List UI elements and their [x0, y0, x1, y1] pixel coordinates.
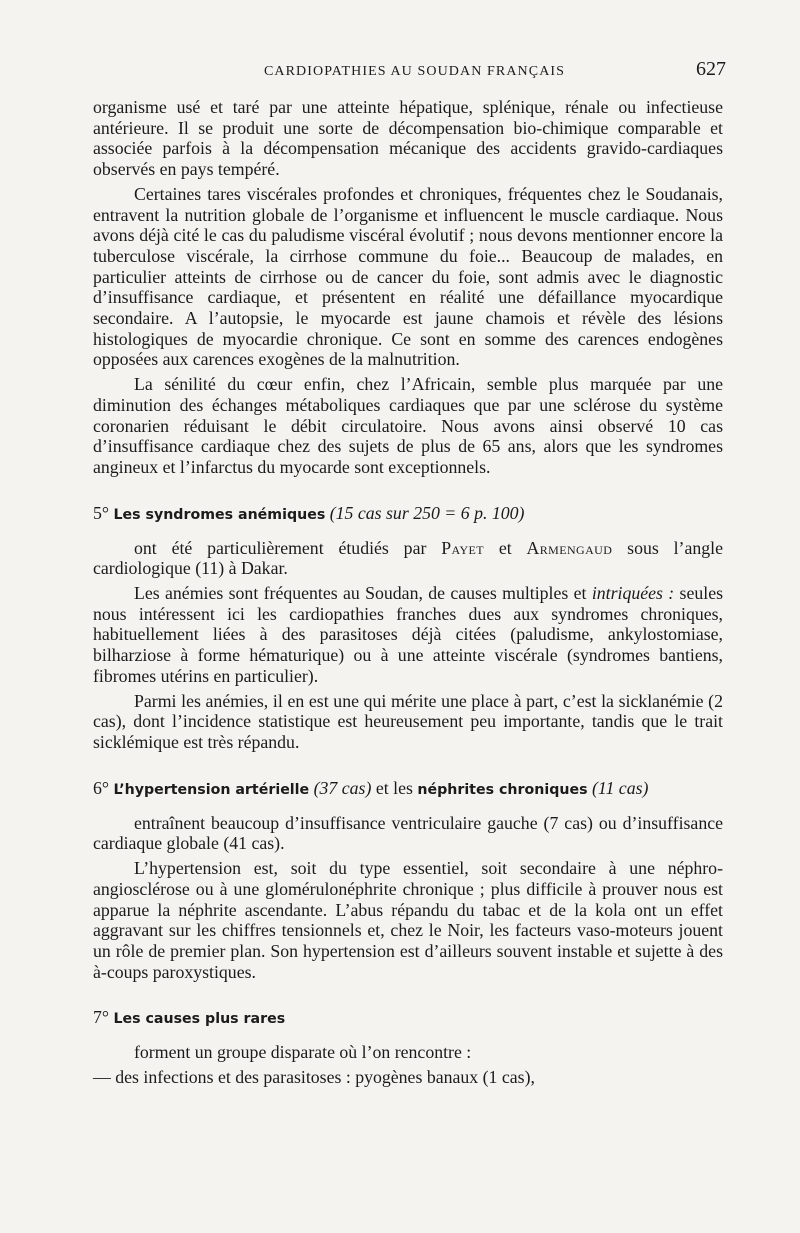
paragraph-hypertension: L’hypertension est, soit du type essentiel, soit secondaire à une néphro-angiosclérose ou à une glomérulonéphrite chronique ; plus difficile à prouver nous est apparue la néphrite ascendante. L’abus répandu du tabac et de la kola ont un effet aggravant sur les chiffres tensionnels et, chez le Noir, les facteurs vaso-moteurs jouent un rôle de premier plan. Son hypertension est d’ailleurs souvent instable et sujette à des à-coups paroxystiques.: [93, 858, 723, 982]
section-title: néphrites chroniques: [417, 781, 588, 798]
section-joiner: et les: [375, 777, 413, 798]
paragraph-infections: — des infections et des parasitoses : pyogènes banaux (1 cas),: [93, 1067, 535, 1088]
paragraph-senilite: La sénilité du cœur enfin, chez l’Africain, semble plus marquée par une diminution des échanges métaboliques cardiaques que par une sclérose du système coronarien réduisant le débit circulatoire. Nous avons ainsi observé 10 cas d’insuffisance cardiaque chez des sujets de plus de 65 ans, alors que les syndromes angineux et l’infarctus du myocarde sont exceptionnels.: [93, 374, 723, 477]
text-run: sous l’angle cardiologique (11) à Dakar.: [93, 537, 723, 579]
section-stat: (15 cas sur 250 = 6 p. 100): [329, 502, 525, 523]
italic-term: intriquées :: [591, 583, 675, 604]
author-name: Armengaud: [526, 537, 613, 558]
section-count: (11 cas): [591, 777, 649, 798]
paragraph-hypertension-intro: entraînent beaucoup d’insuffisance ventriculaire gauche (7 cas) ou d’insuffisance cardiaque globale (41 cas).: [93, 812, 723, 854]
paragraph-tares-viscerales: Certaines tares viscérales profondes et chroniques, fréquentes chez le Soudanais, entravent la nutrition globale de l’organisme et influencent le muscle cardiaque. Nous avons déjà cité le cas du paludisme viscéral évolutif ; nous devons mentionner encore la tuberculose viscérale, la cirrhose commune du foie... Beaucoup de malades, en particulier atteints de cirrhose ou de cancer du foie, sont admis avec le diagnostic d’insuffisance cardiaque, et présentent en réalité une défaillance myocardique secondaire. A l’autopsie, le myocarde est jaune chamois et révèle des lésions histologiques de myocardie chronique. Ce sont en somme des carences endogènes opposées aux carences exogènes de la malnutrition.: [93, 183, 723, 370]
paragraph-anemies-intro: [93, 538, 723, 579]
running-title: CARDIOPATHIES AU SOUDAN FRANÇAIS: [263, 64, 566, 79]
text-run: seules nous intéressent ici les cardiopathies franches dues aux syndromes chroniques, habituellement liées à des parasitoses déjà citées (paludisme, ankylostomiase, bilharziose à forme hématurique) ou à une atteinte viscérale (syndromes bantiens, fibromes utérins en particulier).: [93, 583, 724, 686]
paragraph-sicklanemie: Parmi les anémies, il en est une qui mérite une place à part, c’est la sicklanémie (2 cas), dont l’incidence statistique est heureusement peu importante, tandis que le trait sicklémique est très répandu.: [93, 690, 723, 752]
section-count: (37 cas): [313, 777, 372, 798]
page-number: 627: [696, 58, 726, 80]
text-run: et: [484, 537, 527, 558]
page-header: [93, 58, 726, 86]
author-name: Payet: [441, 537, 485, 558]
page-body: [93, 97, 723, 1088]
section-number: 5°: [93, 502, 110, 523]
paragraph-continued: organisme usé et taré par une atteinte hépatique, splénique, rénale ou infectieuse antérieure. Il se produit une sorte de décompensation bio-chimique comparable et associée parfois à la décompensation mécanique des accidents gravido-cardiaques observés en pays tempéré.: [93, 97, 723, 180]
section-number: 7°: [93, 1007, 110, 1028]
section-heading-5: [93, 502, 723, 526]
section-number: 6°: [93, 777, 110, 798]
text-run: ont été particulièrement étudiés par: [134, 537, 442, 558]
section-heading-6: [93, 777, 723, 801]
section-title: L’hypertension artérielle: [113, 781, 310, 798]
section-title: Les causes plus rares: [113, 1011, 286, 1028]
paragraph-causes-rares: forment un groupe disparate où l’on rencontre :: [134, 1042, 472, 1063]
section-heading-7: [93, 1006, 723, 1030]
section-title: Les syndromes anémiques: [113, 506, 326, 523]
text-run: Les anémies sont fréquentes au Soudan, de causes multiples et: [134, 583, 592, 604]
paragraph-anemies-causes: [93, 583, 723, 687]
